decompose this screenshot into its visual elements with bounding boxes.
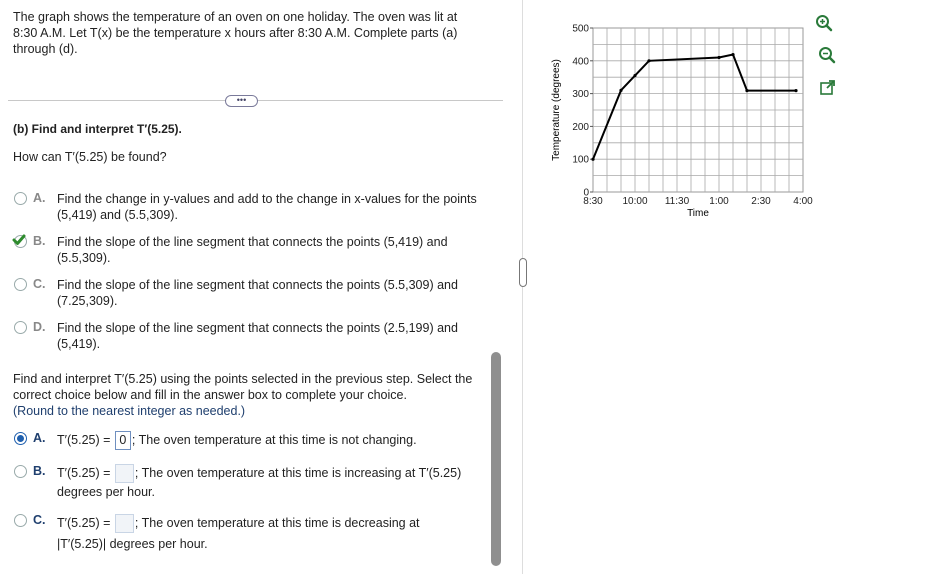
- answer-option-b-radio[interactable]: [14, 465, 27, 478]
- data-point: [794, 89, 797, 92]
- option-c-radio[interactable]: [14, 278, 27, 291]
- answer-option-a[interactable]: [14, 431, 494, 451]
- expand-more-button[interactable]: •••: [225, 95, 258, 107]
- scrollbar-thumb[interactable]: [491, 352, 501, 566]
- data-point: [745, 89, 748, 92]
- option-b-text: Find the slope of the line segment that connects the points (5,419) and (5.5,309).: [57, 235, 448, 265]
- option-a-radio[interactable]: [14, 192, 27, 205]
- answer-a-interpretation: ; The oven temperature at this time is not changing.: [131, 432, 417, 447]
- option-a[interactable]: [14, 191, 494, 225]
- answer-option-b-text: [57, 464, 487, 502]
- answer-a-input[interactable]: 0: [115, 431, 131, 450]
- data-point: [633, 74, 636, 77]
- option-b[interactable]: [14, 234, 494, 268]
- answer-c-interpretation-2: |T′(5.25)| degrees per hour.: [57, 537, 208, 551]
- option-a-letter: A.: [33, 191, 46, 205]
- x-tick-label: 1:00: [709, 196, 729, 207]
- part-b-title: (b) Find and interpret T′(5.25).: [13, 122, 182, 136]
- x-tick-label: 8:30: [583, 196, 603, 207]
- data-point: [647, 59, 650, 62]
- data-point: [731, 53, 734, 56]
- option-d-letter: D.: [33, 320, 46, 334]
- y-axis-label: Temperature (degrees): [551, 59, 562, 161]
- answer-option-c-letter: C.: [33, 513, 46, 527]
- answer-option-a-radio[interactable]: [14, 432, 27, 445]
- option-c-letter: C.: [33, 277, 46, 291]
- answer-option-c[interactable]: [14, 513, 494, 551]
- option-a-text: Find the change in y-values and add to the change in x-values for the points (5,419) and (5.5,309).: [57, 192, 477, 222]
- answer-b-input[interactable]: [115, 464, 134, 483]
- part-b-instruction-block: [13, 371, 505, 419]
- x-tick-label: 4:00: [793, 196, 813, 207]
- popout-icon[interactable]: [819, 79, 837, 97]
- panel-split-line: [522, 0, 523, 574]
- answer-b-interpretation-2: degrees per hour.: [57, 485, 155, 500]
- answer-b-interpretation: ; The oven temperature at this time is increasing at T′(5.25): [134, 466, 462, 480]
- y-tick-label: 200: [572, 121, 589, 133]
- panel-resize-handle[interactable]: [519, 258, 527, 287]
- answer-option-c-text: [57, 513, 487, 555]
- option-d[interactable]: [14, 320, 494, 354]
- option-d-radio[interactable]: [14, 321, 27, 334]
- answer-c-interpretation: ; The oven temperature at this time is decreasing at: [134, 516, 420, 530]
- data-point: [717, 56, 720, 59]
- temperature-graph: [545, 14, 825, 244]
- y-tick-label: 300: [572, 89, 589, 101]
- round-note: (Round to the nearest integer as needed.): [13, 404, 246, 418]
- answer-a-label: T′(5.25) =: [57, 432, 111, 447]
- x-tick-label: 2:30: [751, 196, 771, 207]
- y-tick-label: 400: [572, 56, 589, 68]
- answer-option-b-letter: B.: [33, 464, 46, 478]
- option-b-letter: B.: [33, 234, 46, 248]
- part-b-instruction: Find and interpret T′(5.25) using the points selected in the previous step. Select the correct choice below and fill in the answer box to complete your choice.: [13, 372, 473, 402]
- answer-c-input[interactable]: [115, 514, 134, 533]
- y-tick-label: 0: [583, 187, 589, 199]
- graph-grid: [593, 28, 803, 192]
- data-point: [591, 158, 594, 161]
- x-tick-label: 11:30: [664, 196, 690, 207]
- answer-option-b[interactable]: [14, 464, 494, 502]
- x-tick-label: 10:00: [622, 196, 648, 207]
- y-tick-label: 500: [572, 23, 589, 35]
- option-c[interactable]: [14, 277, 494, 311]
- correct-check-icon: [12, 233, 26, 247]
- question-panel: [0, 110, 505, 574]
- zoom-in-icon[interactable]: [815, 14, 833, 32]
- part-b-question: How can T′(5.25) be found?: [13, 150, 167, 164]
- answer-option-a-text: [57, 431, 487, 450]
- option-c-text: Find the slope of the line segment that connects the points (5.5,309) and (7.25,309).: [57, 278, 458, 308]
- answer-b-label: T′(5.25) =: [57, 466, 111, 480]
- answer-option-a-letter: A.: [33, 431, 46, 445]
- x-axis-label: Time: [687, 208, 709, 219]
- option-d-text: Find the slope of the line segment that connects the points (2.5,199) and (5,419).: [57, 321, 458, 351]
- answer-option-c-radio[interactable]: [14, 514, 27, 527]
- y-tick-label: 100: [572, 154, 589, 166]
- problem-intro: The graph shows the temperature of an oven on one holiday. The oven was lit at 8:30 A.M. Let T(x) be the temperature x hours after 8:30 A.M. Complete parts (a) through (d).: [13, 10, 458, 56]
- answer-c-label: T′(5.25) =: [57, 516, 111, 530]
- zoom-out-icon[interactable]: [818, 46, 836, 64]
- data-point: [619, 89, 622, 92]
